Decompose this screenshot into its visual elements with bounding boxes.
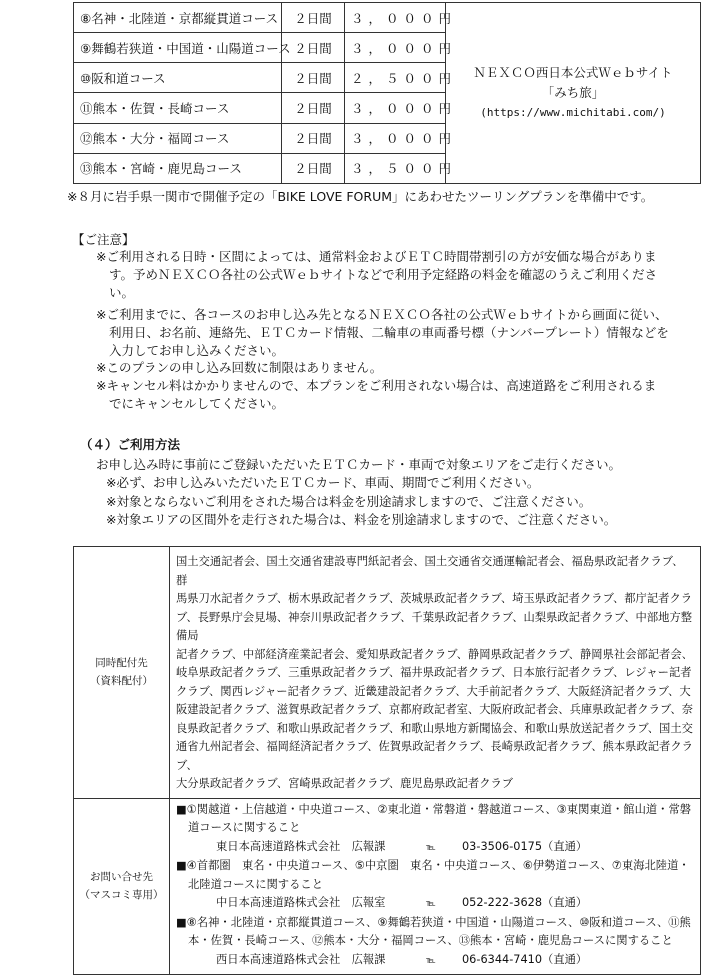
contact-detail	[176, 951, 694, 971]
tel-label: ℡	[426, 899, 436, 909]
table-row	[74, 798, 701, 975]
site-title: 「みち旅」	[541, 85, 605, 100]
contact-phone: 052-222-3628（直通）	[462, 896, 588, 909]
course-days: ２日間	[282, 153, 345, 183]
caution-line: 入力してお申し込みください。	[109, 343, 285, 358]
course-price: ３，０００円	[345, 3, 446, 33]
booking-site-cell	[446, 3, 701, 184]
caution-line: ※ご利用される日時・区間によっては、通常料金およびＥＴＣ時間帯割引の方が安価な場合がありま	[96, 249, 657, 264]
caution-line: す。予めＮＥＸＣＯ各社の公式Ｗｅｂサイトなどで利用予定経路の料金を確認のうえご利用くださ	[109, 267, 658, 282]
distribution-line: 記者クラブ、中部経済産業記者会、愛知県政記者クラブ、静岡県政記者クラブ、静岡県社会部記者会、	[176, 647, 693, 661]
course-days: ２日間	[282, 93, 345, 123]
course-price: ３，０００円	[345, 93, 446, 123]
contact-company: 東日本高速道路株式会社 広報課	[216, 839, 386, 853]
contact-scope-line: ■④首都圏 東名・中央道コース、⑤中京圏 東名・中央道コース、⑥伊勢道コース、⑦東海北陸道・	[176, 859, 690, 872]
course-price: ３，５００円	[345, 153, 446, 183]
table-row	[74, 547, 701, 799]
usage-line: ※必ず、お申し込みいただいたＥＴＣカード、車両、期間でご利用ください。	[106, 475, 540, 490]
table-row	[74, 3, 701, 33]
usage-heading: （４）ご利用方法	[80, 437, 181, 452]
course-price: ３，０００円	[345, 123, 446, 153]
course-days: ２日間	[282, 33, 345, 63]
contact-scope-line: ■⑧名神・北陸道・京都縦貫道コース、⑨舞鶴若狭道・中国道・山陽道コース、⑩阪和道コース、⑪熊	[176, 915, 691, 929]
contact-company: 中日本高速道路株式会社 広報室	[216, 896, 386, 909]
distribution-label-cell	[74, 547, 170, 799]
course-name: ⑫熊本・大分・福岡コース	[74, 123, 282, 153]
caution-heading: 【ご注意】	[72, 232, 135, 247]
usage-line: お申し込み時に事前にご登録いただいたＥＴＣカード・車両で対象エリアをご走行ください。	[96, 457, 622, 472]
usage-line: ※対象とならないご利用をされた場合は料金を別途請求しますので、ご注意ください。	[106, 494, 592, 509]
course-days: ２日間	[282, 123, 345, 153]
distribution-line: 阪建設記者クラブ、滋賀県政記者クラブ、京都府政記者室、大阪府政記者会、兵庫県政記者クラブ、奈	[176, 703, 693, 716]
distribution-list	[170, 547, 701, 799]
contact-scope-line: 本・佐賀・長崎コース、⑫熊本・大分・福岡コース、⑬熊本・宮崎・鹿児島コースに関すること	[188, 934, 673, 947]
caution-line: ※このプランの申し込み回数に制限はありません。	[96, 360, 383, 375]
press-info-table	[73, 546, 701, 975]
contact-label-cell	[74, 798, 170, 975]
forum-note: ※８月に岩手県一関市で開催予定の「BIKE LOVE FORUM」にあわせたツーリングプランを準備中です。	[67, 189, 654, 204]
site-name: ＮＥＸＣＯ西日本公式Ｗｅｂサイト	[473, 65, 673, 80]
contact-group	[176, 857, 694, 914]
caution-line: い。	[109, 285, 135, 300]
course-name: ⑩阪和道コース	[74, 63, 282, 93]
contact-scope-line: 道コースに関すること	[188, 821, 301, 834]
course-days: ２日間	[282, 3, 345, 33]
distribution-line: 良県政記者クラブ、和歌山県政記者クラブ、和歌山県地方新聞協会、和歌山県放送記者クラブ、国土交	[176, 721, 693, 735]
contact-detail	[176, 894, 694, 914]
contact-group	[176, 801, 694, 858]
contact-company: 西日本高速道路株式会社 広報課	[216, 952, 386, 966]
distribution-line: 岐阜県政記者クラブ、三重県政記者クラブ、福井県政記者クラブ、日本旅行記者クラブ、レジャー記者	[176, 666, 692, 679]
contact-sublabel: （マスコミ専用）	[79, 889, 164, 902]
distribution-sublabel: （資料配付）	[90, 675, 153, 688]
usage-line: ※対象エリアの区間外を走行された場合は、料金を別途請求しますので、ご注意ください。	[106, 512, 617, 527]
contact-phone: 06-6344-7410（直通）	[462, 952, 588, 966]
distribution-line: クラブ、関西レジャー記者クラブ、近畿建設記者クラブ、大手前記者クラブ、大阪経済記者クラブ、大	[176, 684, 691, 698]
contact-list	[170, 798, 701, 975]
course-price: ２，５００円	[345, 63, 446, 93]
distribution-line: 馬県刀水記者クラブ、栃木県政記者クラブ、茨城県政記者クラブ、埼玉県政記者クラブ、都庁記者クラ	[176, 592, 693, 605]
tel-label: ℡	[426, 955, 436, 966]
course-name: ⑨舞鶴若狭道・中国道・山陽道コース	[74, 33, 282, 63]
site-url[interactable]: (https://www.michitabi.com/)	[480, 106, 666, 119]
distribution-line: 大分県政記者クラブ、宮崎県政記者クラブ、鹿児島県政記者クラブ	[176, 777, 514, 790]
distribution-line: 通省九州記者会、福岡経済記者クラブ、佐賀県政記者クラブ、長崎県政記者クラブ、熊本県政記者クラブ、	[176, 740, 693, 772]
course-name: ⑬熊本・宮崎・鹿児島コース	[74, 153, 282, 183]
distribution-label: 同時配付先	[95, 657, 148, 670]
contact-phone: 03-3506-0175（直通）	[462, 839, 588, 853]
contact-group	[176, 914, 694, 971]
caution-line: でにキャンセルしてください。	[109, 396, 285, 411]
caution-line: ※キャンセル料はかかりませんので、本プランをご利用されない場合は、高速道路をご利用されるま	[96, 378, 657, 393]
contact-scope-line: ■①関越道・上信越道・中央道コース、②東北道・常磐道・磐越道コース、③東関東道・館山道・常磐	[176, 802, 692, 816]
contact-scope-line: 北陸道コースに関すること	[188, 877, 323, 891]
tel-label: ℡	[426, 842, 436, 853]
course-name: ⑧名神・北陸道・京都縦貫道コース	[74, 3, 282, 33]
course-price-table	[73, 2, 701, 184]
contact-label: お問い合せ先	[90, 871, 153, 884]
distribution-line: 国土交通記者会、国土交通省建設専門紙記者会、国土交通省交通運輸記者会、福島県政記者クラブ、群	[176, 555, 684, 587]
distribution-line: ブ、長野県庁会見場、神奈川県政記者クラブ、千葉県政記者クラブ、山梨県政記者クラブ、中部地方整備局	[176, 610, 693, 642]
course-name: ⑪熊本・佐賀・長崎コース	[74, 93, 282, 123]
course-price: ３，０００円	[345, 33, 446, 63]
contact-detail	[176, 838, 694, 858]
caution-line: ※ご利用までに、各コースのお申し込み先となるＮＥＸＣＯ各社の公式Ｗｅｂサイトから画面に従い、	[96, 307, 668, 322]
course-days: ２日間	[282, 63, 345, 93]
caution-line: 利用日、お名前、連絡先、ＥＴＣカード情報、二輪車の車両番号標（ナンバープレート）情報などを	[109, 325, 669, 340]
